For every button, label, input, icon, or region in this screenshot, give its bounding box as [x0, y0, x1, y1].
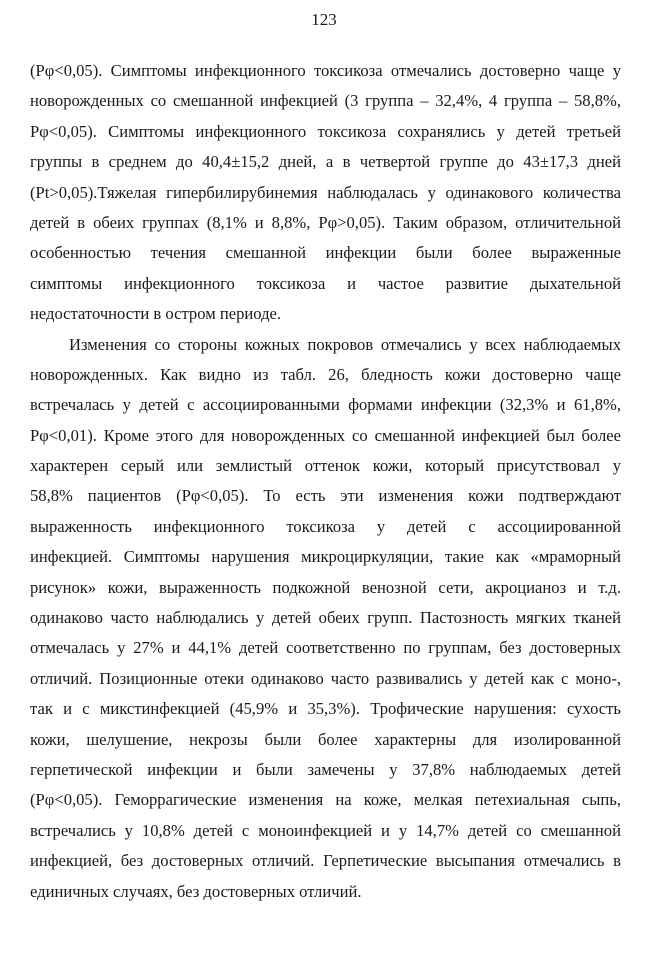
text-line: отличий. Позиционные отеки одинаково часто развивались у детей как с моно-, — [30, 668, 621, 688]
text-line: одинаково часто наблюдались у детей обеих групп. Пастозность мягких тканей — [30, 608, 621, 628]
body-text — [30, 56, 621, 907]
text-line: встречались у 10,8% детей с моноинфекцией и у 14,7% детей со смешанной — [30, 820, 621, 840]
text-line: единичных случаях, без достоверных отличий. — [30, 881, 362, 901]
text-line: особенностью течения смешанной инфекции были более выраженные — [30, 243, 621, 263]
text-line: детей в обеих группах (8,1% и 8,8%, Pφ>0,05). Таким образом, отличительной — [30, 212, 621, 232]
text-line: (Pφ<0,05). Симптомы инфекционного токсикоза отмечались достоверно чаще у — [30, 61, 621, 80]
text-line: группы в среднем до 40,4±15,2 дней, а в четвертой группе до 43±17,3 дней — [30, 152, 621, 172]
text-line: встречалась у детей с ассоциированными формами инфекции (32,3% и 61,8%, — [30, 395, 621, 415]
text-line: Изменения со стороны кожных покровов отмечались у всех наблюдаемых — [69, 334, 621, 354]
text-line: симптомы инфекционного токсикоза и частое развитие дыхательной — [30, 273, 621, 293]
text-line: рисунок» кожи, выраженность подкожной венозной сети, акроцианоз и т.д. — [30, 577, 621, 597]
text-line: характерен серый или землистый оттенок кожи, который присутствовал у — [30, 456, 621, 476]
text-line: 58,8% пациентов (Pφ<0,05). То есть эти изменения кожи подтверждают — [30, 486, 621, 506]
text-line: так и с микстинфекцией (45,9% и 35,3%). Трофические нарушения: сухость — [30, 699, 621, 719]
text-line: новорожденных со смешанной инфекцией (3 группа – 32,4%, 4 группа – 58,8%, — [30, 91, 621, 111]
text-line: недостаточности в остром периоде. — [30, 304, 282, 324]
text-line: новорожденных. Как видно из табл. 26, бледность кожи достоверно чаще — [30, 364, 621, 384]
text-line: кожи, шелушение, некрозы были более характерны для изолированной — [30, 729, 621, 749]
page-number: 123 — [311, 10, 337, 29]
text-line: отмечалась у 27% и 44,1% детей соответственно по группам, без достоверных — [30, 638, 621, 658]
text-line: инфекцией, без достоверных отличий. Герпетические высыпания отмечались в — [30, 851, 621, 871]
text-line: выраженность инфекционного токсикоза у детей с ассоциированной — [30, 516, 621, 536]
text-line: инфекцией. Симптомы нарушения микроциркуляции, такие как «мраморный — [30, 547, 621, 567]
text-line: (Pφ<0,05). Геморрагические изменения на коже, мелкая петехиальная сыпь, — [30, 790, 621, 810]
text-line: Pφ<0,05). Симптомы инфекционного токсикоза сохранялись у детей третьей — [30, 121, 621, 141]
text-line: (Pt>0,05).Тяжелая гипербилирубинемия наблюдалась у одинакового количества — [30, 182, 621, 202]
text-line: Pφ<0,01). Кроме этого для новорожденных со смешанной инфекцией был более — [30, 425, 621, 445]
text-line: герпетической инфекции и были замечены у 37,8% наблюдаемых детей — [30, 759, 621, 779]
